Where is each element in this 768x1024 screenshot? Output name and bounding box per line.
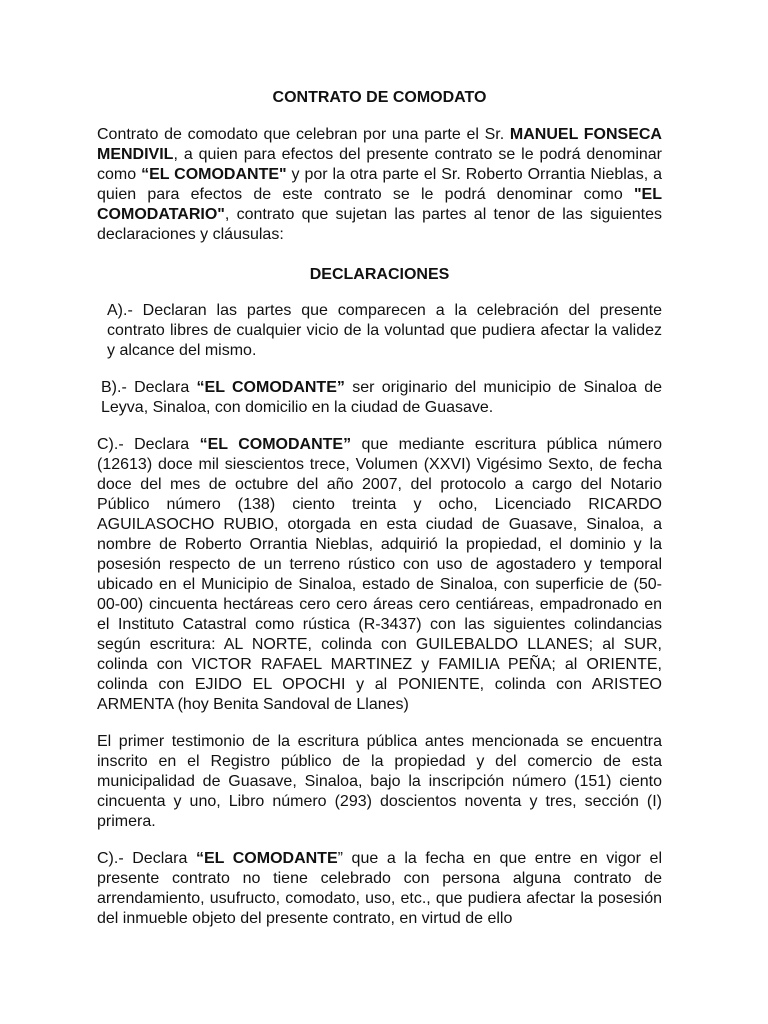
declaraciones-heading: DECLARACIONES [309,266,450,283]
intro-text-3: y por la otra parte el Sr. Roberto Orrantia Nieblas, a quien para efectos de este contrato se le podrá denominar como [97,166,662,203]
comodante-label: “EL COMODANTE" [141,166,287,183]
intro-paragraph [97,125,662,245]
declaration-a: A).- Declaran las partes que comparecen a la celebración del presente contrato libres de cualquier vicio de la voluntad que pudiera afectar la validez y alcance del mismo. [107,302,662,359]
document-title: CONTRATO DE COMODATO [272,89,487,106]
document-page [97,88,662,946]
declaration-c1-text-1: C).- Declara [97,436,200,453]
declaration-b-text-2: ser originario del municipio de Sinaloa de Leyva, Sinaloa, con domicilio en la ciudad de Guasave. [101,379,663,416]
declaration-b-comodante: “EL COMODANTE” [196,379,345,396]
declaration-c2-text-1: C).- Declara [97,850,196,867]
declaration-c2-comodante: “EL COMODANTE [195,850,338,867]
declaration-c2 [97,849,662,929]
declaration-c1-comodante: “EL COMODANTE” [199,436,352,453]
intro-text-2: , a quien para efectos del presente contrato se le podrá denominar como [97,146,662,183]
declaration-b-text-1: B).- Declara [101,379,197,396]
comodante-name: MANUEL FONSECA MENDIVIL [97,126,662,163]
declaration-b [97,378,662,418]
declaration-c2-text-2: ” que a la fecha en que entre en vigor el presente contrato no tiene celebrado con persona alguna contrato de arrendamiento, usufructo, comodato, uso, etc., que pudiera afectar la posesión del inmueble objeto del presente contrato, en virtud de ello [97,850,662,927]
declaration-c1 [97,435,662,715]
intro-text-4: , contrato que sujetan las partes al tenor de las siguientes declaraciones y cláusulas: [97,206,662,243]
comodatario-label: "EL COMODATARIO" [97,186,662,223]
intro-text-1: Contrato de comodato que celebran por una parte el Sr. [97,126,510,143]
testimonio-paragraph: El primer testimonio de la escritura pública antes mencionada se encuentra inscrito en el Registro público de la propiedad y del comercio de esta municipalidad de Guasave, Sinaloa, bajo la inscripción número (151) ciento cincuenta y uno, Libro número (293) doscientos noventa y tres, sección (I) primera. [97,733,662,830]
declaration-c1-text-2: que mediante escritura pública número (12613) doce mil siescientos trece, Volumen (XXVI) Vigésimo Sexto, de fecha doce del mes de octubre del año 2007, del protocolo a cargo del Notario Público número (138) ciento treinta y ocho, Licenciado RICARDO AGUILASOCHO RUBIO, otorgada en esta ciudad de Guasave, Sinaloa, a nombre de Roberto Orrantia Nieblas, adquirió la propiedad, el dominio y la posesión respecto de un terreno rústico con uso de agostadero y temporal ubicado en el Municipio de Sinaloa, estado de Sinaloa, con superficie de (50-00-00) cincuenta hectáreas cero cero áreas cero centiáreas, empadronado en el Instituto Catastral como rústica (R-3437) con las siguientes colindancias según escritura: AL NORTE, colinda con GUILEBALDO LLANES; al SUR, colinda con VICTOR RAFAEL MARTINEZ y FAMILIA PEÑA; al ORIENTE, colinda con EJIDO EL OPOCHI y al PONIENTE, colinda con ARISTEO ARMENTA (hoy Benita Sandoval de Llanes) [97,436,663,713]
